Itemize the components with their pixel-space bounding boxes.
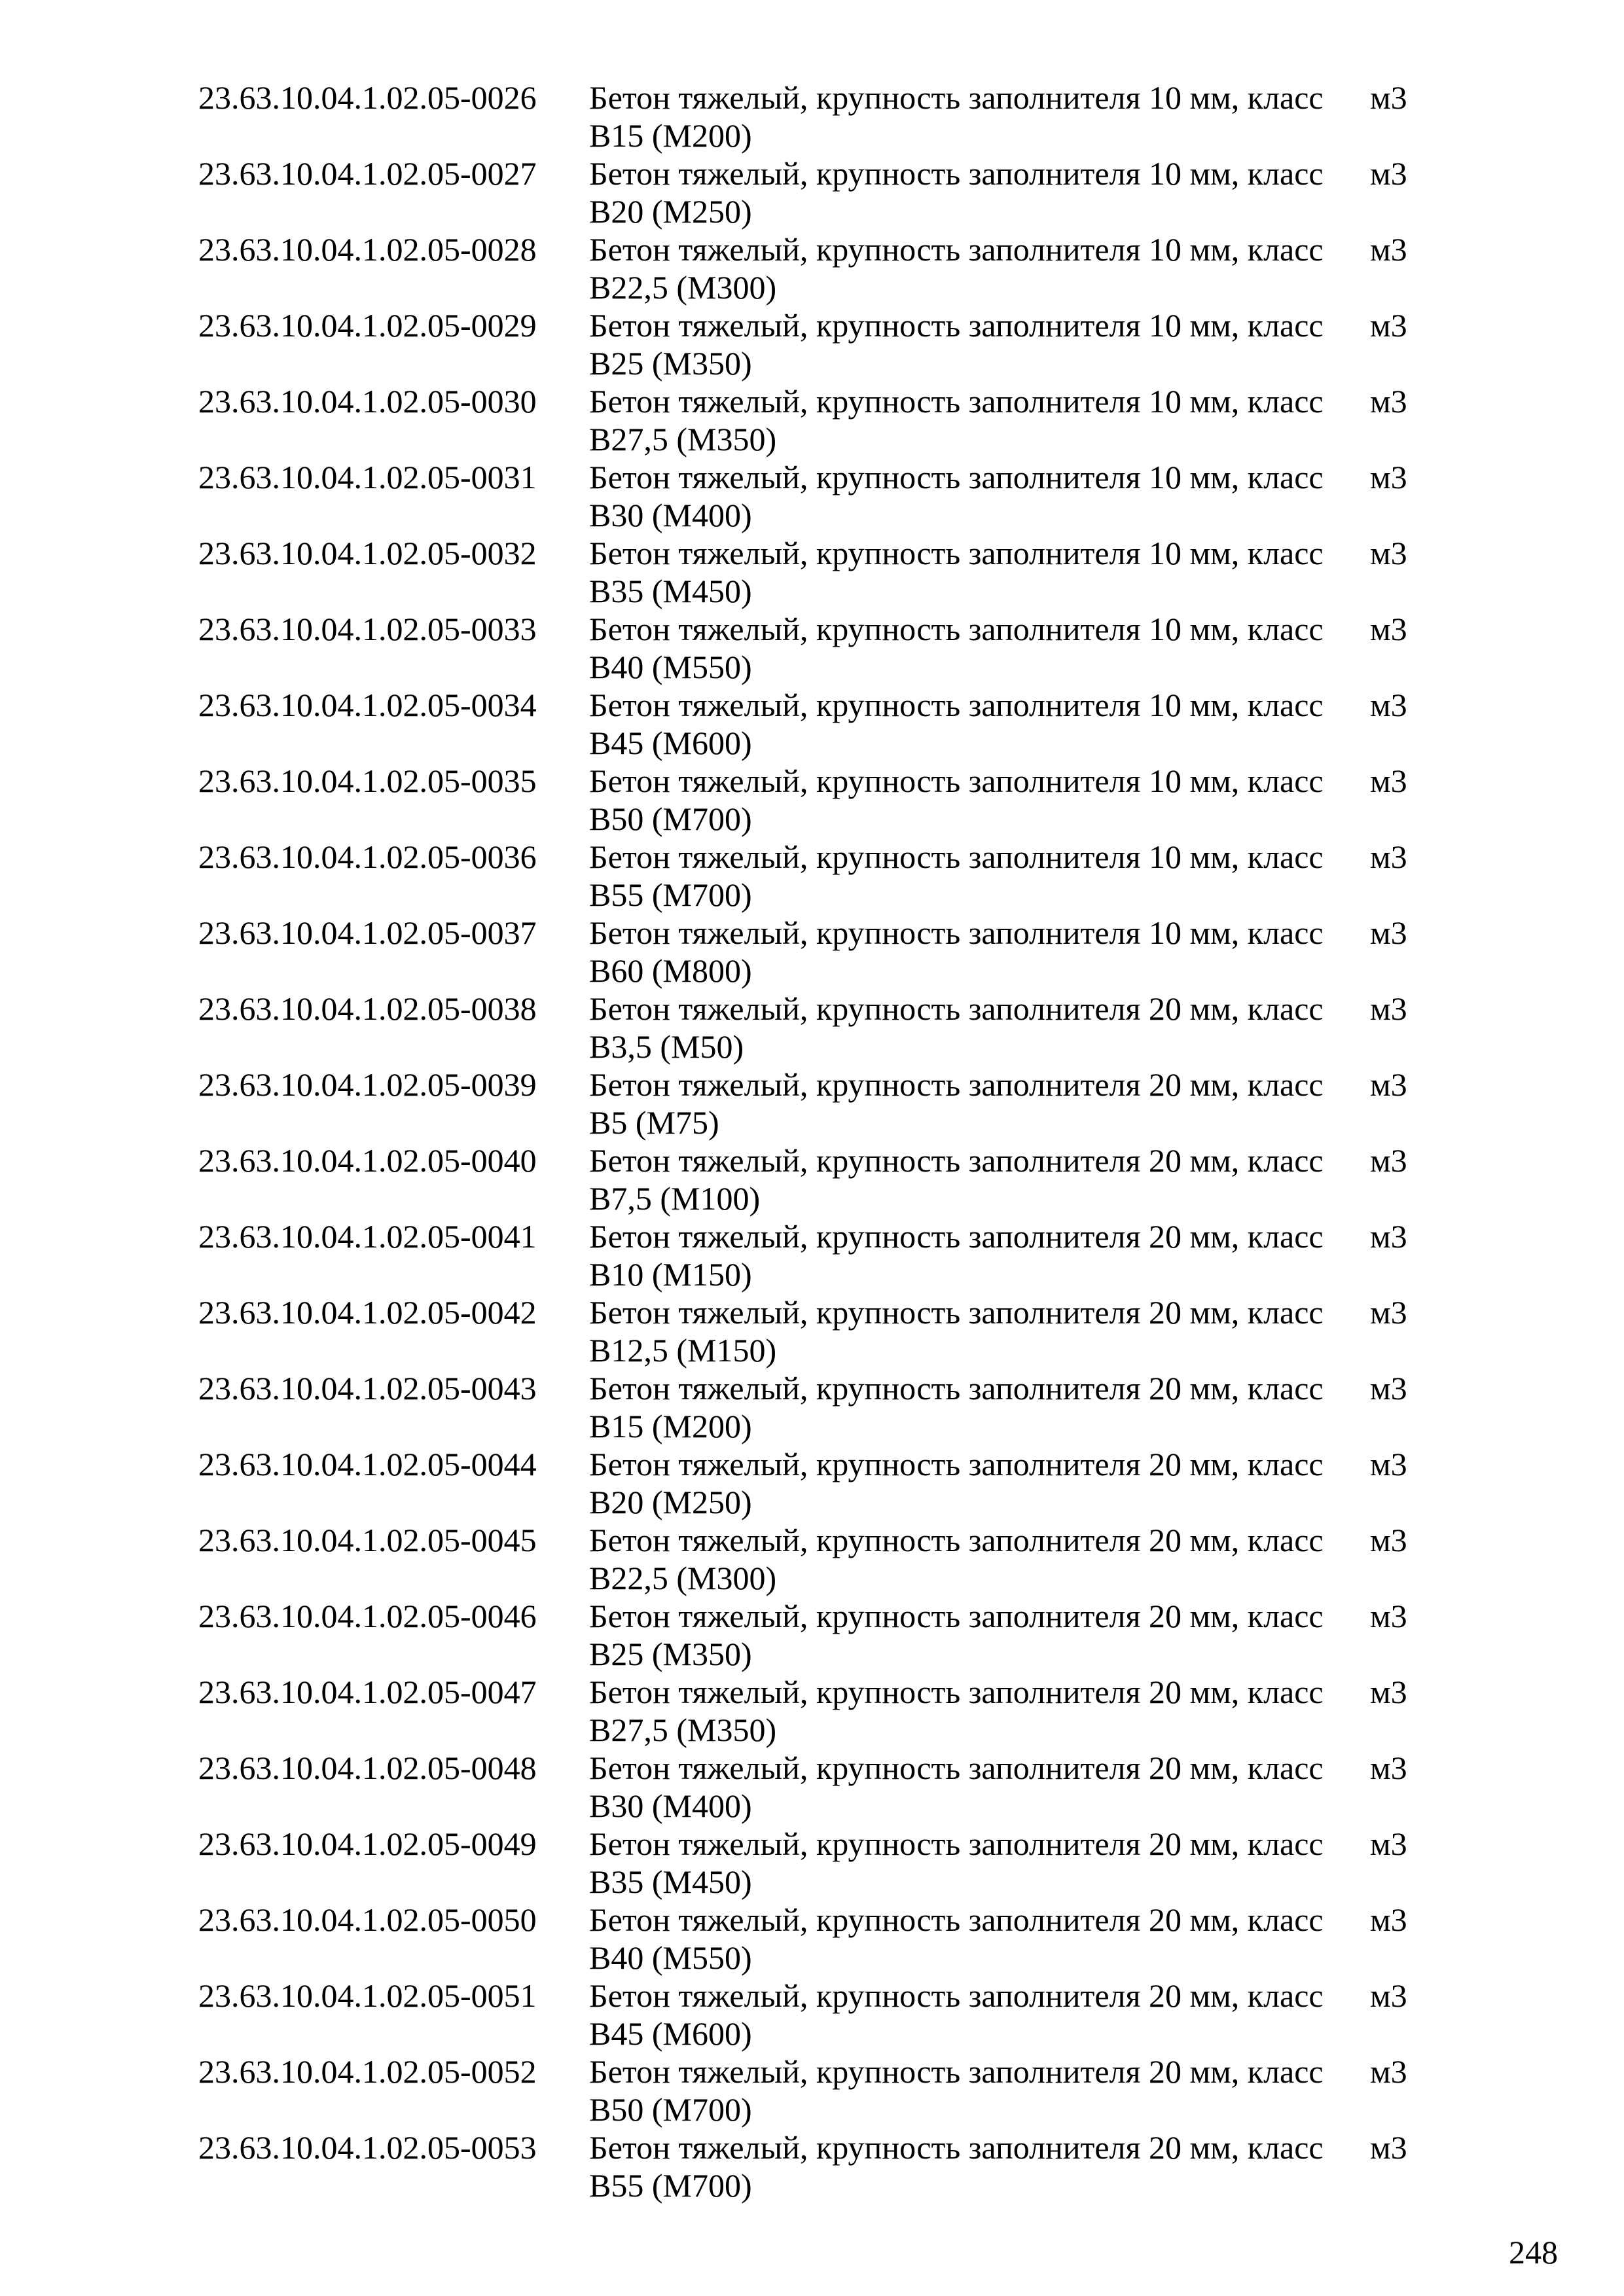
description-line-2: В12,5 (М150) [589,1332,777,1369]
unit-of-measure: м3 [1370,383,1407,420]
unit-of-measure: м3 [1370,2129,1407,2166]
unit-of-measure: м3 [1370,1674,1407,1710]
unit-of-measure: м3 [1370,1066,1407,1103]
description-line-2: В27,5 (М350) [589,421,777,457]
description-line-2: В25 (М350) [589,345,752,382]
resource-description [589,1066,1348,1141]
unit-of-measure: м3 [1370,838,1407,875]
unit-of-measure: м3 [1370,1598,1407,1634]
resource-code: 23.63.10.04.1.02.05-0040 [198,1142,537,1179]
resource-code: 23.63.10.04.1.02.05-0045 [198,1522,537,1558]
resource-description [589,762,1348,838]
resource-code: 23.63.10.04.1.02.05-0042 [198,1294,537,1331]
description-line-2: В15 (М200) [589,1408,752,1444]
unit-of-measure: м3 [1370,990,1407,1027]
resource-description [589,306,1348,382]
unit-of-measure: м3 [1370,535,1407,571]
description-line-2: В35 (М450) [589,1863,752,1900]
description-line-1: Бетон тяжелый, крупность заполнителя 20 мм, класс [589,1294,1324,1331]
description-line-1: Бетон тяжелый, крупность заполнителя 10 мм, класс [589,307,1324,344]
resource-description [589,1673,1348,1749]
unit-of-measure: м3 [1370,1294,1407,1331]
resource-description [589,610,1348,686]
resource-code: 23.63.10.04.1.02.05-0050 [198,1901,537,1938]
resource-description [589,1901,1348,1977]
description-line-1: Бетон тяжелый, крупность заполнителя 10 мм, класс [589,459,1324,495]
description-line-2: В55 (М700) [589,2167,752,2204]
description-line-1: Бетон тяжелый, крупность заполнителя 10 мм, класс [589,155,1324,192]
resource-code: 23.63.10.04.1.02.05-0037 [198,914,537,951]
resource-code: 23.63.10.04.1.02.05-0029 [198,307,537,344]
unit-of-measure: м3 [1370,914,1407,951]
resource-description [589,1141,1348,1217]
description-line-2: В50 (М700) [589,800,752,837]
page-number: 248 [1509,2234,1558,2270]
resource-code: 23.63.10.04.1.02.05-0033 [198,611,537,647]
description-line-2: В15 (М200) [589,117,752,154]
description-line-2: В45 (М600) [589,2015,752,2052]
description-line-1: Бетон тяжелый, крупность заполнителя 10 мм, класс [589,838,1324,875]
resource-code: 23.63.10.04.1.02.05-0049 [198,1825,537,1862]
resource-description [589,534,1348,610]
description-line-1: Бетон тяжелый, крупность заполнителя 20 мм, класс [589,1901,1324,1938]
resource-description [589,458,1348,534]
description-line-2: В3,5 (М50) [589,1028,744,1065]
description-line-1: Бетон тяжелый, крупность заполнителя 20 мм, класс [589,2053,1324,2090]
description-line-2: В25 (М350) [589,1636,752,1672]
description-line-1: Бетон тяжелый, крупность заполнителя 20 мм, класс [589,1142,1324,1179]
resource-code: 23.63.10.04.1.02.05-0036 [198,838,537,875]
unit-of-measure: м3 [1370,687,1407,723]
description-line-2: В22,5 (М300) [589,1560,777,1596]
description-line-1: Бетон тяжелый, крупность заполнителя 20 мм, класс [589,1446,1324,1482]
description-line-2: В40 (М550) [589,649,752,685]
resource-code: 23.63.10.04.1.02.05-0030 [198,383,537,420]
unit-of-measure: м3 [1370,231,1407,268]
resource-description [589,1293,1348,1369]
unit-of-measure: м3 [1370,1749,1407,1786]
resource-code: 23.63.10.04.1.02.05-0046 [198,1598,537,1634]
resource-description [589,1977,1348,2053]
unit-of-measure: м3 [1370,611,1407,647]
resource-description [589,914,1348,990]
resource-code: 23.63.10.04.1.02.05-0035 [198,762,537,799]
resource-description [589,1825,1348,1901]
description-line-2: В20 (М250) [589,1484,752,1520]
unit-of-measure: м3 [1370,762,1407,799]
description-line-1: Бетон тяжелый, крупность заполнителя 10 мм, класс [589,687,1324,723]
description-line-1: Бетон тяжелый, крупность заполнителя 20 мм, класс [589,2129,1324,2166]
description-line-2: В40 (М550) [589,1939,752,1976]
resource-code: 23.63.10.04.1.02.05-0044 [198,1446,537,1482]
resource-code: 23.63.10.04.1.02.05-0052 [198,2053,537,2090]
description-line-2: В10 (М150) [589,1256,752,1293]
description-line-1: Бетон тяжелый, крупность заполнителя 20 мм, класс [589,990,1324,1027]
unit-of-measure: м3 [1370,79,1407,116]
description-line-1: Бетон тяжелый, крупность заполнителя 20 мм, класс [589,1598,1324,1634]
description-line-1: Бетон тяжелый, крупность заполнителя 10 мм, класс [589,535,1324,571]
resource-code: 23.63.10.04.1.02.05-0048 [198,1749,537,1786]
resource-description [589,382,1348,458]
unit-of-measure: м3 [1370,2053,1407,2090]
resource-code: 23.63.10.04.1.02.05-0034 [198,687,537,723]
description-line-1: Бетон тяжелый, крупность заполнителя 20 мм, класс [589,1749,1324,1786]
description-line-1: Бетон тяжелый, крупность заполнителя 20 мм, класс [589,1674,1324,1710]
resource-code: 23.63.10.04.1.02.05-0032 [198,535,537,571]
description-line-1: Бетон тяжелый, крупность заполнителя 20 мм, класс [589,1370,1324,1407]
table-row [0,2128,1624,2280]
resource-description [589,1217,1348,1293]
description-line-2: В60 (М800) [589,952,752,989]
resource-description [589,1445,1348,1521]
description-line-2: В55 (М700) [589,876,752,913]
description-line-1: Бетон тяжелый, крупность заполнителя 20 мм, класс [589,1977,1324,2014]
resource-code: 23.63.10.04.1.02.05-0027 [198,155,537,192]
description-line-1: Бетон тяжелый, крупность заполнителя 20 мм, класс [589,1218,1324,1255]
resource-description [589,230,1348,306]
description-line-2: В27,5 (М350) [589,1712,777,1748]
resource-code: 23.63.10.04.1.02.05-0039 [198,1066,537,1103]
resource-code: 23.63.10.04.1.02.05-0031 [198,459,537,495]
resource-description [589,1597,1348,1673]
description-line-2: В30 (М400) [589,1787,752,1824]
resource-description [589,1749,1348,1825]
resource-code: 23.63.10.04.1.02.05-0026 [198,79,537,116]
description-line-2: В30 (М400) [589,497,752,533]
resource-description [589,1369,1348,1445]
resource-description [589,2053,1348,2128]
unit-of-measure: м3 [1370,307,1407,344]
unit-of-measure: м3 [1370,1446,1407,1482]
description-line-1: Бетон тяжелый, крупность заполнителя 10 мм, класс [589,762,1324,799]
description-line-2: В50 (М700) [589,2091,752,2128]
resource-code: 23.63.10.04.1.02.05-0041 [198,1218,537,1255]
resource-code: 23.63.10.04.1.02.05-0051 [198,1977,537,2014]
unit-of-measure: м3 [1370,1901,1407,1938]
description-line-1: Бетон тяжелый, крупность заполнителя 10 мм, класс [589,914,1324,951]
unit-of-measure: м3 [1370,1218,1407,1255]
resource-description [589,154,1348,230]
resource-code: 23.63.10.04.1.02.05-0043 [198,1370,537,1407]
resource-code: 23.63.10.04.1.02.05-0038 [198,990,537,1027]
unit-of-measure: м3 [1370,1142,1407,1179]
resource-description [589,1521,1348,1597]
description-line-1: Бетон тяжелый, крупность заполнителя 10 мм, класс [589,383,1324,420]
resource-code: 23.63.10.04.1.02.05-0053 [198,2129,537,2166]
description-line-1: Бетон тяжелый, крупность заполнителя 10 мм, класс [589,611,1324,647]
unit-of-measure: м3 [1370,1370,1407,1407]
resource-description [589,2128,1348,2204]
unit-of-measure: м3 [1370,459,1407,495]
description-line-1: Бетон тяжелый, крупность заполнителя 20 мм, класс [589,1825,1324,1862]
resource-description [589,990,1348,1066]
resource-code: 23.63.10.04.1.02.05-0047 [198,1674,537,1710]
resource-code: 23.63.10.04.1.02.05-0028 [198,231,537,268]
description-line-2: В20 (М250) [589,193,752,230]
description-line-2: В35 (М450) [589,573,752,609]
unit-of-measure: м3 [1370,1825,1407,1862]
description-line-2: В22,5 (М300) [589,269,777,306]
description-line-1: Бетон тяжелый, крупность заполнителя 20 мм, класс [589,1522,1324,1558]
resource-description [589,838,1348,914]
resource-description [589,686,1348,762]
unit-of-measure: м3 [1370,155,1407,192]
description-line-1: Бетон тяжелый, крупность заполнителя 20 мм, класс [589,1066,1324,1103]
unit-of-measure: м3 [1370,1522,1407,1558]
description-line-1: Бетон тяжелый, крупность заполнителя 10 мм, класс [589,79,1324,116]
resource-description [589,79,1348,154]
description-line-1: Бетон тяжелый, крупность заполнителя 10 мм, класс [589,231,1324,268]
unit-of-measure: м3 [1370,1977,1407,2014]
description-line-2: В7,5 (М100) [589,1180,761,1217]
description-line-2: В45 (М600) [589,725,752,761]
description-line-2: В5 (М75) [589,1104,719,1141]
